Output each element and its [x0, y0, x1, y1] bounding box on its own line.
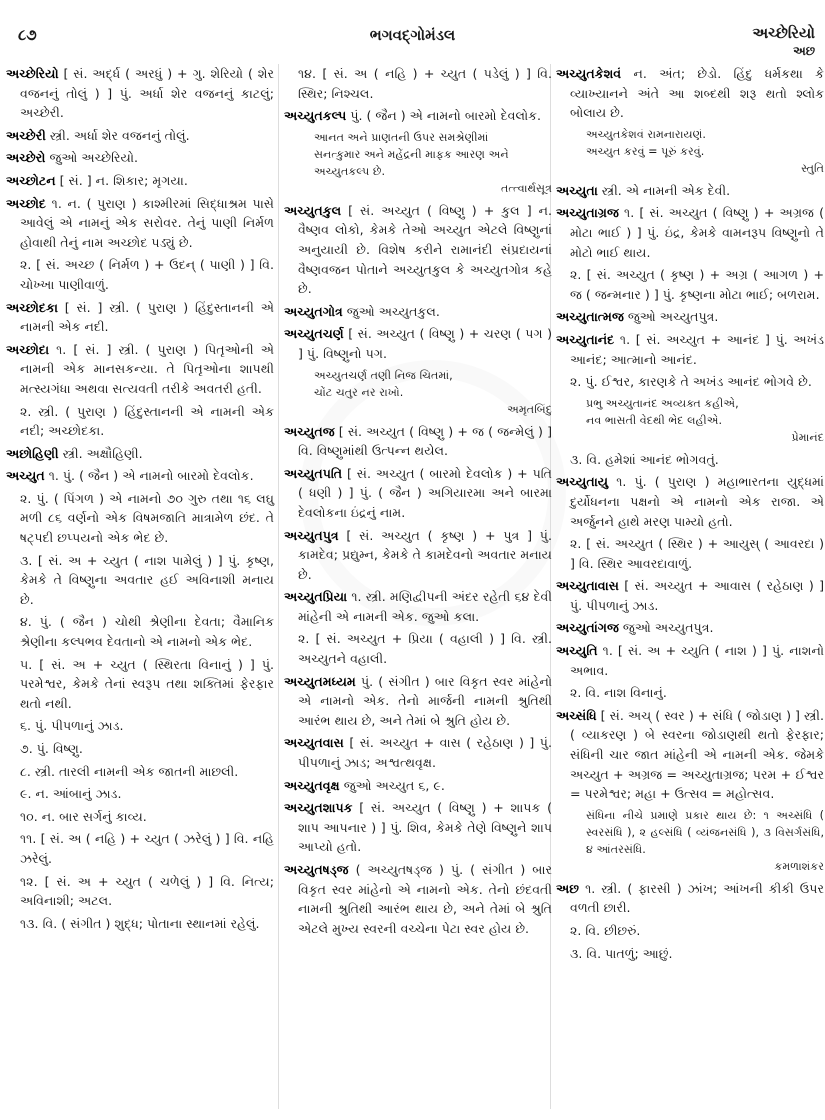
sub-definition: [6, 255, 274, 294]
dictionary-entry: [284, 464, 552, 523]
definition-text: [ સં. ] સ્ત્રી. ( પુરાણ ) હિંદુસ્તાનની એ નામની એક નદી.: [20, 299, 274, 335]
dictionary-entry: [284, 422, 552, 461]
headword: અચ્યુતપુત્ર: [284, 527, 339, 543]
dictionary-entry: [556, 706, 824, 804]
sub-definition: [556, 534, 824, 573]
sub-definition: [556, 372, 824, 392]
headword: અચ્યુતશાપક: [284, 800, 353, 816]
quotation-source: તત્ત્વાર્થસૂત્ર: [500, 181, 552, 195]
page-header: [0, 22, 825, 62]
definition-text: ૧. [ સં. ] સ્ત્રી. ( પુરાણ ) પિતૃઓની એ નામની એક માનસકન્યા. તે પિતૃઓના શાપથી મત્સ્યગંધા અથવા સત્યવતી તરીકે અવતરી હતી.: [20, 341, 274, 396]
dictionary-entry: [6, 64, 274, 123]
definition-text: ૨. વિ. છીછરું.: [570, 923, 641, 938]
definition-text: જુઓ અચ્યુત ૬, ૯.: [339, 777, 445, 793]
quotation-line: અચ્યુતકલ્પ છે.: [314, 164, 386, 178]
dictionary-entry: [284, 201, 552, 299]
quotation-line: સનત્કુમાર અને મહેંદ્રની માફક આરણ અને: [314, 147, 509, 161]
dictionary-entry: [284, 587, 552, 626]
dictionary-entry: [556, 330, 824, 369]
headword: અચ્છોટન: [6, 172, 56, 188]
dictionary-entry: [556, 181, 824, 201]
definition-text: ૨. [ સં. અચ્યુત ( કૃષ્ણ ) + અગ્ર ( આગળ ) + જ ( જન્મનાર ) ] પું. કૃષ્ણના મોટા ભાઈ; બળરામ.: [570, 267, 824, 302]
dictionary-entry: [6, 340, 274, 399]
dictionary-entry: [284, 672, 552, 731]
headword: અચ્યુતચર્ણ: [284, 326, 344, 342]
definition-text: ૨. પું. ( પિંગળ ) એ નામનો ૭૦ ગુરુ તથા ૧૬ લઘુ મળી ૮૬ વર્ણનો એક વિષમજાતિ માત્રામેળ છંદ. તે ષટ્પદી છપ્પયનો એક ભેદ છે.: [20, 490, 274, 546]
definition-text: [ સં. અચ્યુત ( બારમો દેવલોક ) + પતિ ( ધણી ) ] પું. ( જૈન ) અગિયારમા અને બારમા દેવલોકના ઇંદ્રનું નામ.: [298, 465, 552, 520]
definition-text: ૨. [ સં. અચ્યુત + પ્રિયા ( વહાલી ) ] વિ. સ્ત્રી. અચ્યુતને વહાલી.: [298, 631, 552, 667]
definition-text: ૨. વિ. નાશ વિનાનું.: [570, 685, 667, 701]
definition-text: ૩. વિ. પાતળું; આછું.: [570, 945, 673, 961]
sub-definition: [556, 265, 824, 304]
definition-text: [ સં. ] ન. શિકાર; મૃગયા.: [55, 172, 188, 188]
quotation-line: પ્રભુ અચ્યુતાનંદ અવ્યક્ત કહીએ,: [586, 396, 739, 410]
definition-text: ૨. [ સં. અચ્છ ( નિર્મળ ) + ઉદન્ ( પાણી ) ] વિ. ચોખ્ખા પાણીવાળું.: [20, 257, 274, 292]
dictionary-entry: [284, 776, 552, 796]
headword: અચ્યુતા: [556, 182, 598, 198]
headword: અચ્યુતાત્મજ: [556, 309, 624, 325]
dictionary-entry: [6, 466, 274, 486]
headword: અચ્યુતકુલ: [284, 202, 342, 218]
dictionary-entry: [556, 64, 824, 123]
definition-text: ૭. પું. વિષ્ણુ.: [20, 741, 83, 756]
headword: અચ્યુતાવાસ: [556, 578, 619, 594]
definition-text: [ સં. અચ્ ( સ્વર ) + સંધિ ( જોડાણ ) ] સ્ત્રી. ( વ્યાકરણ ) બે સ્વરના જોડાણથી થતો ફેરફાર; સંધિની ચાર જાત માંહેની એ નામની એક. જેમકે અચ્યુત + અગ્રજ = અચ્યુતાગ્રજ; પરમ + ઈશ્વર = પરમેશ્વર; મહા + ઉત્સવ = મહોત્સવ.: [570, 707, 824, 802]
headword: અચ્યુતજ: [284, 423, 335, 439]
definition-text: ૧૧. [ સં. અ ( નહિ ) + ચ્યુત ( ઝરેલું ) ] વિ. નહિ ઝરેલું.: [20, 831, 274, 866]
sub-definition: [6, 551, 274, 610]
quotation-line: સંધિના નીચે પ્રમાણે પ્રકાર થાય છે: ૧ અચ્સંધિ ( સ્વરસંધિ ), ૨ હલ્સંધિ ( વ્યંજનસંધિ ), ૩ વિસર્ગસંધિ, ૪ આંતરસંધિ.: [586, 808, 824, 856]
definition-text: [ સં. અચ્યુત + આવાસ ( રહેઠાણ ) ] પું. પીપળાનું ઝાડ.: [570, 578, 824, 613]
guide-words: [752, 24, 815, 60]
sub-definition: [6, 914, 274, 934]
sub-definition: [6, 829, 274, 868]
sub-definition: [6, 784, 274, 804]
guide-word-last: અછ: [793, 44, 815, 58]
dictionary-entry: [556, 641, 824, 680]
definition-text: ૩. વિ. હમેશાં આનંદ ભોગવતું.: [570, 451, 719, 467]
dictionary-entry: [284, 106, 552, 126]
definition-text: સ્ત્રી. અક્ષૌહિણી.: [58, 445, 143, 461]
quotation-line: અચ્યુત કરવું = પૂરું કરવું.: [586, 144, 705, 158]
dictionary-entry: [6, 126, 274, 146]
sub-definition: [6, 612, 274, 651]
sub-definition: [6, 489, 274, 548]
definition-text: [ સં. અર્દ્ધ ( અરધું ) + ગુ. શેરિયો ( શેર વજનનું તોલું ) ] પું. અર્ધા શેર વજનનું કાટલું; અચ્છેરી.: [20, 66, 274, 121]
dictionary-entry: [556, 576, 824, 615]
definition-text: ૧. સ્ત્રી. ( ફારસી ) ઝાંખ; આંખની કીકી ઉપર વળતી છારી.: [570, 880, 824, 916]
book-title: ભગવદ્ગોમંડલ: [369, 26, 456, 44]
guide-word-first: અચ્છેરિયો: [752, 24, 815, 42]
quotation: [284, 367, 552, 418]
headword: અચ્યુતકલ્પ: [284, 108, 347, 124]
definition-text: પું. ( સંગીત ) બાર વિકૃત સ્વર માંહેનો એ નામનો એક. તેનો માર્જની નામની શ્રુતિથી આરંભ થાય છે, અને તેમાં બે શ્રુતિ હોય છે.: [298, 673, 552, 728]
dictionary-entry: [284, 798, 552, 857]
definition-text: ૨. [ સં. અચ્યુત ( સ્થિર ) + આયુસ્ ( આવરદા ) ] વિ. સ્થિર આવરદાવાળું.: [570, 536, 824, 571]
sub-definition: [6, 872, 274, 911]
definition-text: ૧૦. ન. બાર સર્ગનું કાવ્ય.: [20, 808, 147, 824]
sub-definition: [6, 807, 274, 827]
dictionary-entry: [6, 444, 274, 464]
definition-text: [ સં. અચ્યુત ( વિષ્ણુ ) + ચરણ ( પગ ) ] પું. વિષ્ણુનો પગ.: [298, 326, 552, 361]
quotation-line: નવ ભાસતી વેદથી ભેદ લહીએ.: [586, 413, 723, 427]
definition-text: ૫. [ સં. અ + ચ્યુત ( સ્થિરતા વિનાનું ) ] પું. પરમેશ્વર, કેમકે તેનાં સ્વરૂપ તથા શક્તિમાં ફેરફાર થતો નથી.: [20, 656, 274, 711]
quotation-line: ચોંટ ચતુર નર રાખો.: [314, 385, 404, 399]
sub-definition: [6, 402, 274, 441]
headword: અચ્યુતાગ્રજ: [556, 205, 619, 221]
quotation-line: અચ્યુતચર્ણ તણી નિજ ચિતમાં,: [314, 368, 453, 382]
dictionary-entry: [6, 171, 274, 191]
sub-definition: [6, 716, 274, 736]
definition-text: ૮. સ્ત્રી. તારલી નામની એક જાતની માછલી.: [20, 763, 239, 779]
definition-text: ૧. પું. ( જૈન ) એ નામનો બારમો દેવલોક.: [44, 468, 254, 484]
headword: અચ્છેરી: [6, 127, 46, 143]
definition-text: ૬. પું. પીપળાનું ઝાડ.: [20, 718, 124, 734]
sub-definition: [6, 762, 274, 782]
column-3: [556, 64, 824, 966]
definition-text: ૧. [ સં. અચ્યુત ( વિષ્ણુ ) + અગ્રજ ( મોટા ભાઈ ) ] પું. ઇંદ્ર, કેમકે વામનરૂપ વિષ્ણુનો તે મોટો ભાઈ થાય.: [570, 205, 824, 260]
quotation: [556, 807, 824, 875]
sub-definition: [6, 655, 274, 714]
definition-text: ૪. પું. ( જૈન ) ચોથી શ્રેણીના દેવતા; વૈમાનિક શ્રેણીના કલ્પભવ દેવતાનો એ નામનો એક ભેદ.: [20, 614, 274, 650]
dictionary-entry: [284, 302, 552, 322]
definition-text: [ સં. અચ્યુત ( વિષ્ણુ ) + જ ( જન્મેલું ) ] વિ. વિષ્ણુમાંથી ઉત્પન્ન થયેલ.: [298, 423, 552, 459]
headword: અચ્છેરો: [6, 150, 46, 166]
definition-text: ૧. પું. ( પુરાણ ) મહાભારતના યુદ્ધમાં દુર્યોધનના પક્ષનો એ નામનો એક રાજા. એ અર્જુનને હાથે મરણ પામ્યો હતો.: [570, 474, 824, 529]
headword: અચ્છોદા: [6, 341, 50, 357]
quotation-line: અચ્યુતકેશવં રામનારાયણં.: [586, 127, 706, 141]
dictionary-entry: [556, 203, 824, 262]
headword: અચ્યુતાનંદ: [556, 331, 615, 347]
definition-text: ૩. [ સં. અ + ચ્યુત ( નાશ પામેલું ) ] પું. કૃષ્ણ, કેમકે તે વિષ્ણુના અવતાર હઈ અવિનાશી મનાય છે.: [20, 552, 274, 607]
definition-text: ૨. પું. ઈશ્વર, કારણકે તે અખંડ આનંદ ભોગવે છે.: [570, 374, 812, 390]
dictionary-entry: [284, 324, 552, 363]
dictionary-entry: [6, 148, 274, 168]
definition-text: સ્ત્રી. એ નામની એક દેવી.: [597, 182, 731, 198]
dictionary-entry: [6, 194, 274, 253]
definition-text: સ્ત્રી. અર્ધા શેર વજનનું તોલું.: [45, 127, 190, 143]
dictionary-entry: [284, 526, 552, 585]
quotation: [556, 395, 824, 446]
column-1: [6, 64, 274, 936]
headword: અચ્યુતાયુ: [556, 474, 609, 490]
quotation: [284, 129, 552, 197]
quotation: [556, 126, 824, 177]
headword: અચ્છોદકા: [6, 299, 58, 315]
dictionary-entry: [556, 472, 824, 531]
definition-text: ૯. ન. આંબાનું ઝાડ.: [20, 786, 122, 802]
definition-text: [ સં. અચ્યુત ( વિષ્ણુ ) + કુલ ] ન. વૈષ્ણવ લોકો, કેમકે તેઓ અચ્યુત એટલે વિષ્ણુનાં અનુયાયી છે. વિશેષ કરીને રામાનંદી સંપ્રદાયનાં વૈષ્ણવજન પોતાને અચ્યુતકુલ કે અચ્યુતગોત્ર કહે છે.: [298, 202, 552, 297]
column-divider: [278, 64, 279, 1109]
definition-text: ૧. સ્ત્રી. મણિદ્વીપની અંદર રહેતી ૬૪ દેવી માંહેની એ નામની એક. જુઓ કલા.: [298, 589, 552, 624]
headword: અચ્યુતાંગજ: [556, 620, 619, 636]
dictionary-entry: [556, 879, 824, 918]
headword: અચ્યુતપતિ: [284, 465, 343, 481]
sub-definition: [284, 629, 552, 668]
definition-text: [ સં. અચ્યુત ( કૃષ્ણ ) + પુત્ર ] પું. કામદેવ; પ્રદ્યુમ્ન, કેમકે તે કામદેવનો અવતાર મનાય છે.: [298, 527, 552, 582]
headword: અછ: [556, 880, 580, 896]
headword: અછોહિણી: [6, 445, 59, 461]
headword: અચ્યુતિ: [556, 643, 598, 659]
headword: અચ્યુતવૃક્ષ: [284, 777, 340, 793]
headword: અચ્યુતગોત્ર: [284, 303, 343, 319]
definition-text: ૨. સ્ત્રી. ( પુરાણ ) હિંદુસ્તાનની એ નામની એક નદી; અચ્છોદકા.: [20, 403, 274, 439]
definition-text: ન. અંત; છેડો. હિંદુ ધર્મકથા કે વ્યાખ્યાનને અંતે આ શબ્દથી શરૂ થતો શ્લોક બોલાય છે.: [570, 66, 824, 121]
dictionary-entry: [284, 860, 552, 938]
quotation-source: પ્રેમાનંદ: [791, 430, 824, 444]
definition-text: ૧૪. [ સં. અ ( નહિ ) + ચ્યુત ( પડેલું ) ] વિ. સ્થિર; નિશ્ચલ.: [298, 66, 552, 101]
definition-text: જુઓ અચ્યુતપુત્ર.: [618, 620, 714, 636]
dictionary-entry: [284, 733, 552, 772]
headword: અચ્યુત: [6, 468, 45, 484]
dictionary-entry: [6, 298, 274, 337]
headword: અચ્યુતમધ્યમ: [284, 673, 356, 689]
definition-text: પું. ( જૈન ) એ નામનો બારમો દેવલોક.: [346, 108, 542, 124]
definition-text: [ સં. અચ્યુત + વાસ ( રહેઠાણ ) ] પું. પીપળાનું ઝાડ; અશ્વત્થવૃક્ષ.: [298, 735, 552, 771]
sub-definition: [556, 683, 824, 703]
page-number: ૮૭: [18, 26, 37, 44]
headword: અચ્છોદ: [6, 195, 46, 211]
quotation-line: આનત અને પ્રાણતની ઉપર સમશ્રેણીમાં: [314, 130, 489, 144]
headword: અચ્યુતષડ્જ: [284, 862, 349, 877]
sub-definition: [6, 739, 274, 759]
definition-text: ૧૩. વિ. ( સંગીત ) શુદ્ધ; પોતાના સ્થાનમાં રહેલું.: [20, 915, 260, 931]
definition-text: ૧. [ સં. અચ્યુત + આનંદ ] પું. અખંડ આનંદ; આત્માનો આનંદ.: [570, 331, 824, 367]
sub-definition: [284, 64, 552, 103]
definition-text: જુઓ અચ્છેરિયો.: [45, 150, 138, 166]
dictionary-entry: [556, 307, 824, 327]
definition-text: જુઓ અચ્યુતકુલ.: [342, 303, 440, 319]
definition-text: ( અચ્યુતષડ્જ ) પું. ( સંગીત ) બાર વિકૃત સ્વર માંહેનો એ નામનો એક. તેનો છંદવતી નામની શ્રુતિથી આરંભ થાય છે, અને તેમાં બે શ્રુતિ એટલે મુખ્ય સ્વરની વચ્ચેના પેટા સ્વર હોય છે.: [298, 862, 552, 936]
definition-text: ૧૨. [ સં. અ + ચ્યુત ( ચળેલું ) ] વિ. નિત્ય; અવિનાશી; અટલ.: [20, 873, 274, 909]
definition-text: જુઓ અચ્યુતપુત્ર.: [623, 309, 719, 325]
quotation-source: સ્તુતિ: [801, 161, 824, 175]
sub-definition: [556, 450, 824, 470]
definition-text: [ સં. અચ્યુત ( વિષ્ણુ ) + શાપક ( શાપ આપનાર ) ] પું. શિવ, કેમકે તેણે વિષ્ણુને શાપ આપ્યો હતો.: [298, 800, 552, 855]
definition-text: ૧. [ સં. અ + ચ્યુતિ ( નાશ ) ] પું. નાશનો અભાવ.: [570, 643, 824, 678]
headword: અચ્યુતપ્રિયા: [284, 589, 348, 605]
column-2: [284, 64, 552, 941]
dictionary-entry: [556, 618, 824, 638]
definition-text: ૧. ન. ( પુરાણ ) કાશ્મીરમાં સિદ્ધાશ્રમ પાસે આવેલું એ નામનું એક સરોવર. તેનું પાણી નિર્મળ હોવાથી તેનું નામ અચ્છોદ પડ્યું છે.: [20, 195, 274, 250]
sub-definition: [556, 921, 824, 941]
headword: અચ્સંધિ: [556, 707, 597, 723]
quotation-source: અમૃતબિંદુ: [507, 402, 552, 416]
quotation-source: કમળાશંકર: [774, 859, 824, 873]
sub-definition: [556, 944, 824, 964]
headword: અચ્છેરિયો: [6, 66, 59, 81]
headword: અચ્યુતકેશવં: [556, 66, 622, 81]
headword: અચ્યુતવાસ: [284, 735, 344, 751]
